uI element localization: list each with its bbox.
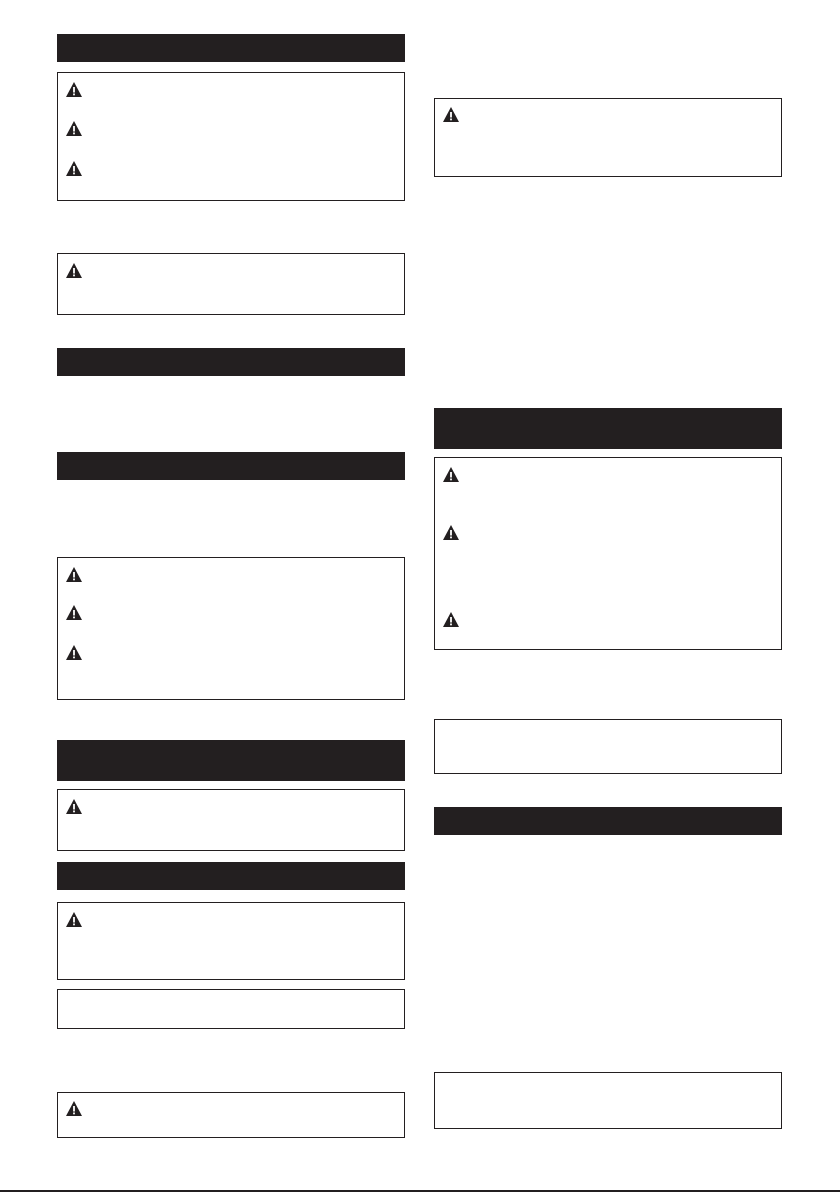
- section-header-bar: [57, 452, 405, 480]
- note-box: [434, 719, 782, 774]
- note-box: [434, 1072, 782, 1129]
- warning-icon: [65, 81, 83, 98]
- warning-icon: [442, 466, 460, 483]
- warning-icon: [65, 798, 83, 815]
- note-box: [57, 989, 405, 1029]
- warning-box: [57, 557, 405, 700]
- warning-icon: [65, 566, 83, 583]
- warning-box: [57, 902, 405, 980]
- section-header-bar: [57, 348, 405, 376]
- warning-box: [434, 457, 782, 650]
- section-header-bar: [57, 862, 405, 890]
- warning-icon: [65, 262, 83, 279]
- warning-box: [57, 253, 405, 315]
- warning-box: [57, 72, 405, 201]
- warning-icon: [65, 644, 83, 661]
- warning-icon: [65, 120, 83, 137]
- warning-icon: [442, 524, 460, 541]
- section-header-bar: [434, 807, 782, 835]
- warning-box: [57, 1092, 405, 1138]
- section-header-bar: [434, 408, 782, 449]
- warning-icon: [442, 611, 460, 628]
- warning-icon: [65, 604, 83, 621]
- warning-box: [434, 98, 782, 177]
- warning-icon: [65, 160, 83, 177]
- section-header-bar: [57, 740, 405, 781]
- warning-icon: [65, 1100, 83, 1117]
- section-header-bar: [57, 34, 405, 62]
- warning-box: [57, 789, 405, 851]
- warning-icon: [442, 106, 460, 123]
- warning-icon: [65, 911, 83, 928]
